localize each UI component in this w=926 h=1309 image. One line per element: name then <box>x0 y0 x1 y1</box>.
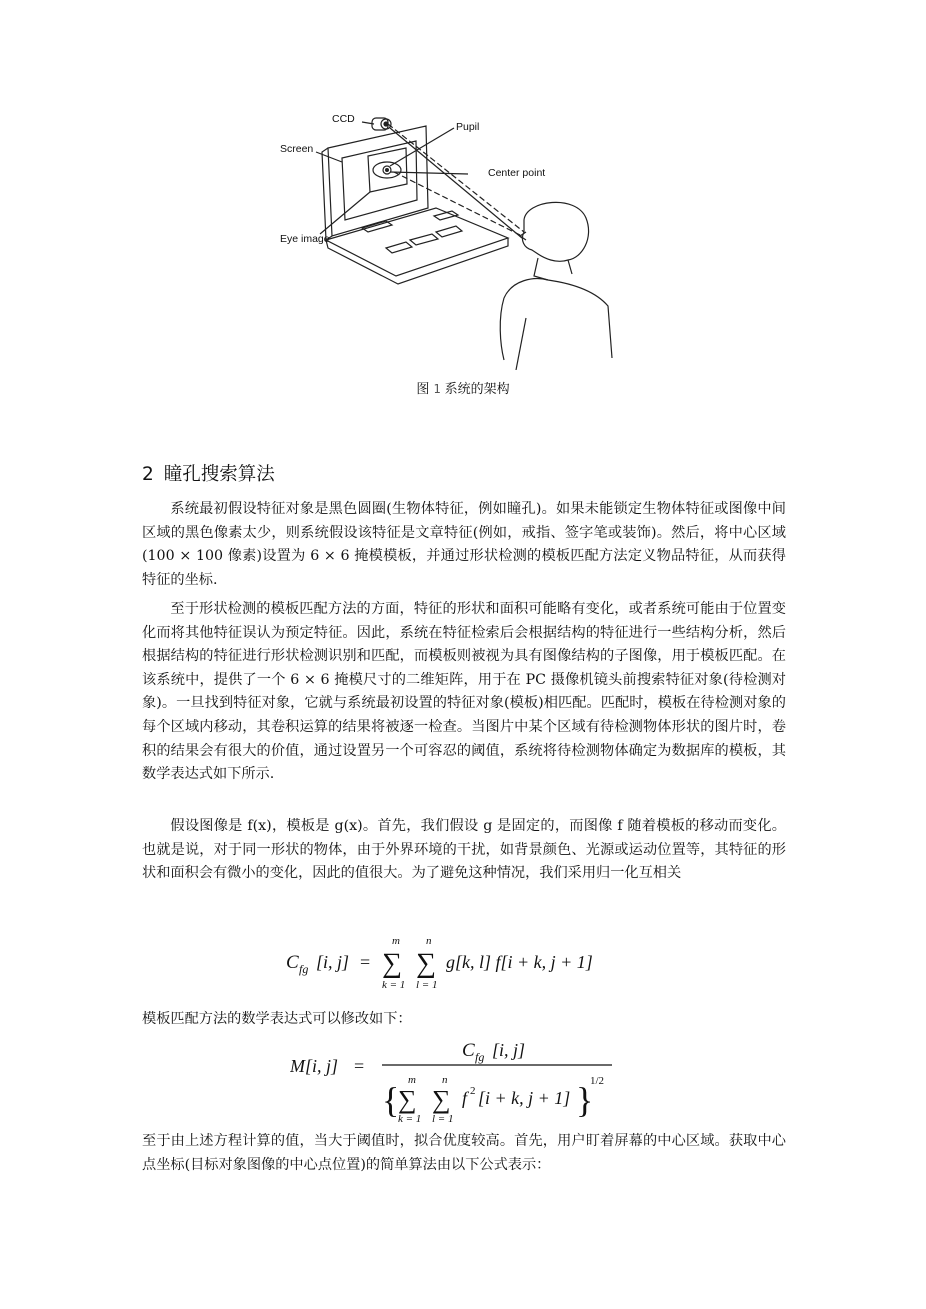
pupil-label: Pupil <box>456 121 480 133</box>
section-title: 瞳孔搜索算法 <box>163 464 275 485</box>
center-point-label: Center point <box>488 167 546 179</box>
eq1-sum1-upper: m <box>392 936 400 947</box>
eq1-sum2-upper: n <box>426 936 432 947</box>
eq2-sum1-sign: ∑ <box>398 1085 417 1114</box>
caption-text: 系统的架构 <box>444 382 510 397</box>
eq1-lhs-args: [i, j] <box>316 952 350 972</box>
eq1-term: g[k, l] f[i + k, j + 1] <box>446 952 593 972</box>
eq1-sum2-sign: ∑ <box>416 948 436 979</box>
eq2-num-symbol: C <box>462 1040 475 1061</box>
caption-prefix: 图 <box>416 382 430 397</box>
person-head <box>522 202 588 261</box>
section-number: 2 <box>142 464 154 485</box>
eq2-equals: = <box>354 1056 365 1076</box>
equation-cross-correlation <box>286 936 616 994</box>
equation-normalized-template-match <box>290 1038 620 1124</box>
eq2-num-args: [i, j] <box>492 1040 526 1060</box>
architecture-illustration <box>276 108 616 370</box>
eq2-lhs: M[i, j] <box>290 1056 339 1076</box>
ccd-label: CCD <box>332 113 355 125</box>
eq2-left-brace: { <box>382 1080 400 1120</box>
eq1-lhs-sub: fg <box>299 962 309 976</box>
eq2-den-base: f <box>462 1088 468 1108</box>
caption-number: 1 <box>433 382 441 396</box>
eq1-sum1-lower: k = 1 <box>382 979 406 991</box>
paragraph-1: 系统最初假设特征对象是黑色圆圈(生物体特征，例如瞳孔)。如果未能锁定生物体特征或图像中间区域的黑色像素太少，则系统假设该特征是文章特征(例如，戒指、签字笔或装饰)。然后，将中心区域(100 × 100 像素)设置为 6 × 6 掩模模板，并通过形状检测的模板匹配方法定义物品特征，从而获得特征的坐标. <box>142 501 786 588</box>
eq2-num-sub: fg <box>475 1050 485 1064</box>
screen-label: Screen <box>280 143 314 155</box>
eq1-lhs-symbol: C <box>286 952 299 973</box>
eq2-sum1-upper: m <box>408 1074 416 1086</box>
eq2-den-sup: 2 <box>470 1085 476 1097</box>
section-heading <box>142 460 275 486</box>
eq2-den-args: [i + k, j + 1] <box>478 1088 571 1108</box>
eq2-sum2-lower: l = 1 <box>432 1113 454 1124</box>
paragraph-5: 至于由上述方程计算的值，当大于阈值时，拟合优度较高。首先，用户盯着屏幕的中心区域。获取中心点坐标(目标对象图像的中心点位置)的简单算法由以下公式表示： <box>142 1133 786 1173</box>
paragraph-4: 模板匹配方法的数学表达式可以修改如下： <box>142 1011 412 1027</box>
eq1-equals: = <box>360 952 371 972</box>
paragraph-3: 假设图像是 f(x)，模板是 g(x)。首先，我们假设 g 是固定的，而图像 f 随着模板的移动而变化。也就是说，对于同一形状的物体，由于外界环境的干扰，如背景颜色、光源或运动位置等，其特征的形状和面积会有微小的变化，因此的值很大。为了避免这种情况，我们采用归一化互相关 <box>142 818 786 882</box>
eq2-sum2-upper: n <box>442 1074 448 1086</box>
eq2-exponent: 1/2 <box>590 1075 605 1087</box>
eq2-right-brace: } <box>576 1080 594 1120</box>
system-architecture-figure <box>276 108 616 370</box>
paragraph-2: 至于形状检测的模板匹配方法的方面，特征的形状和面积可能略有变化，或者系统可能由于位置变化而将其他特征误认为预定特征。因此，系统在特征检索后会根据结构的特征进行一些结构分析，然后根据结构的特征进行形状检测识别和匹配，而模板则被视为具有图像结构的子图像，用于模板匹配。在该系统中，提供了一个 6 × 6 掩模尺寸的二维矩阵，用于在 PC 摄像机镜头前搜索特征对象(待检测对象)。一旦找到特征对象，它就与系统最初设置的特征对象(模板)相匹配。匹配时，模板在待检测对象的每个区域内移动，其卷积运算的结果将被逐一检查。当图片中某个区域有待检测物体形状的图片时，卷积的结果会有很大的价值，通过设置另一个可容忍的阈值，系统将待检测物体确定为数据库的模板，其数学表达式如下所示. <box>142 601 786 783</box>
eq2-sum2-sign: ∑ <box>432 1085 451 1114</box>
eq1-sum2-lower: l = 1 <box>416 979 438 991</box>
figure-caption <box>0 378 926 397</box>
eye-image-label: Eye image <box>280 233 330 245</box>
eq1-sum1-sign: ∑ <box>382 948 402 979</box>
eq2-sum1-lower: k = 1 <box>398 1113 422 1124</box>
